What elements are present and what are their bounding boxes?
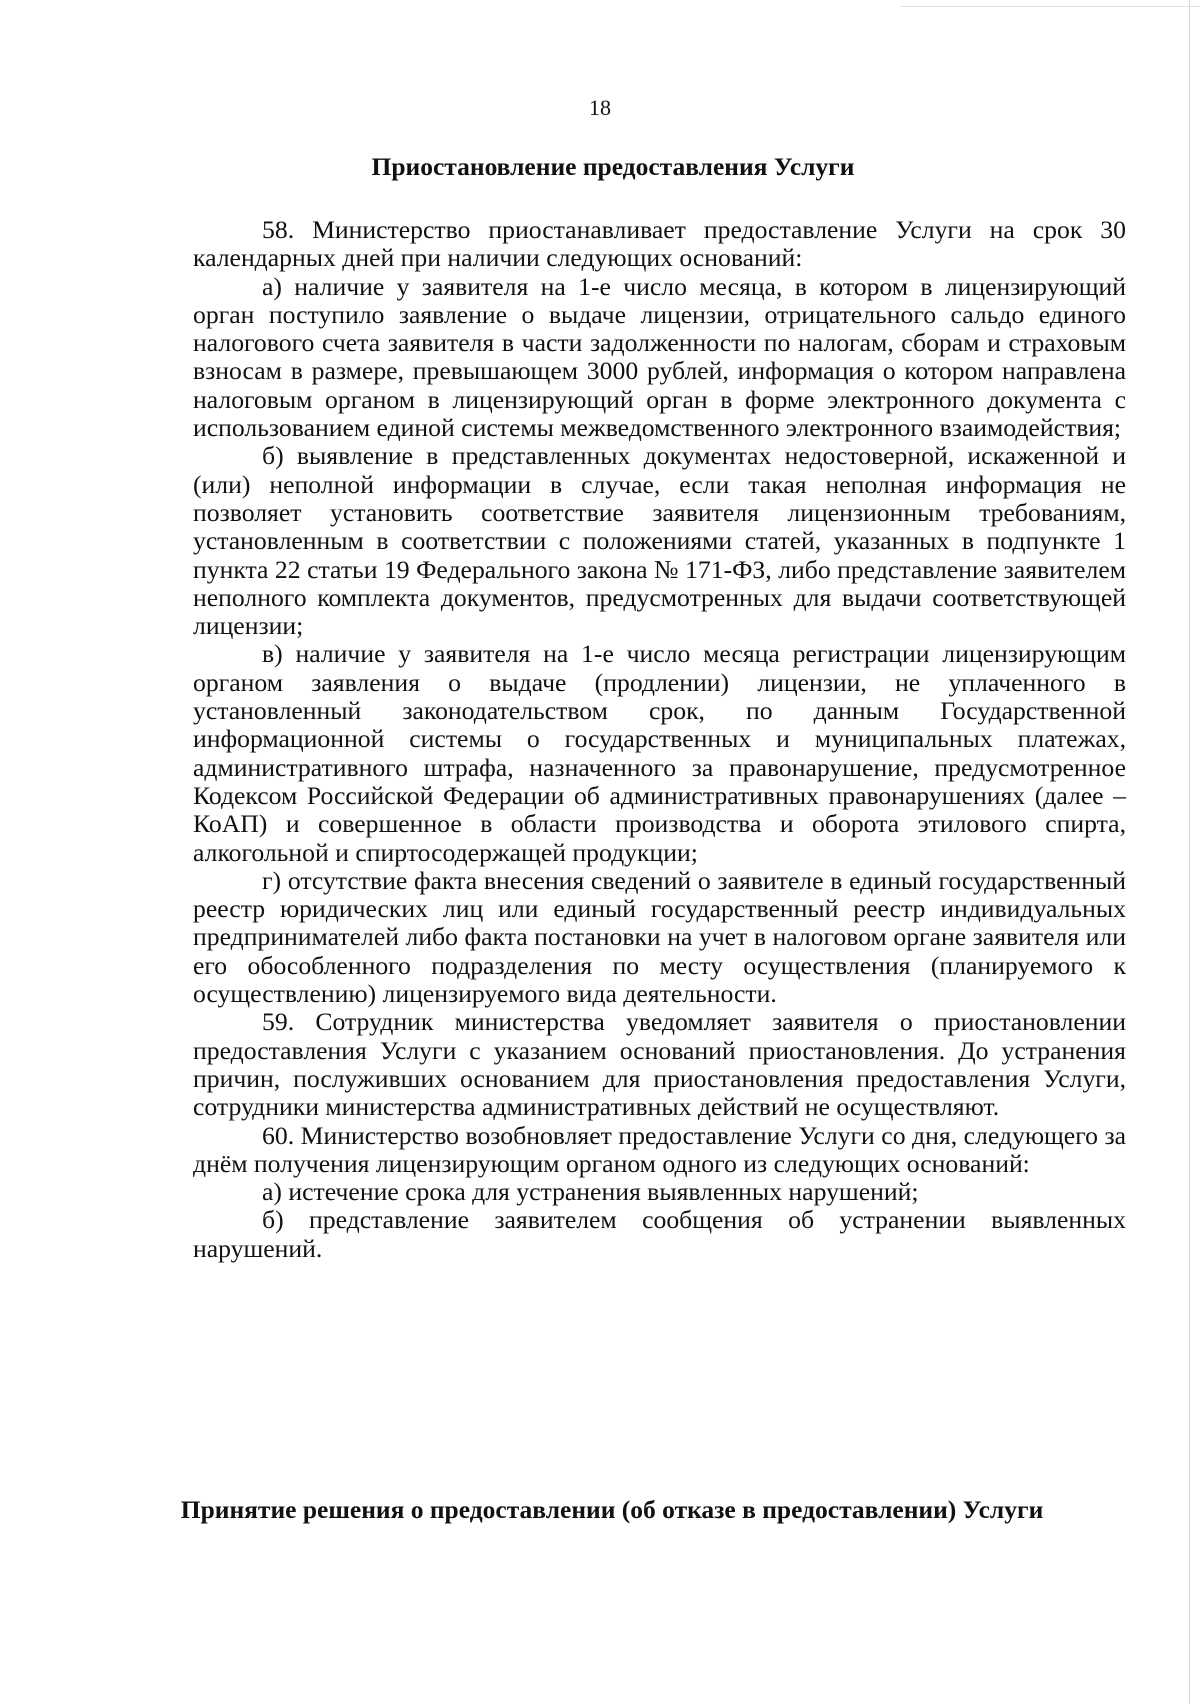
- paragraph-58-b: б) выявление в представленных документах недостоверной, искаженной и (или) неполной информации в случае, если такая неполная информация не позволяет установить соответствие заявителя лицензионным требованиям, установленным в соответствии с положениями статей, указанных в подпункте 1 пункта 22 статьи 19 Федерального закона № 171-ФЗ, либо представление заявителем неполного комплекта документов, предусмотренных для выдачи соответствующей лицензии;: [193, 441, 1126, 641]
- section-heading-decision: Принятие решения о предоставлении (об отказе в предоставлении) Услуги: [180, 1495, 1044, 1524]
- paragraph-60-a: а) истечение срока для устранения выявленных нарушений;: [262, 1177, 919, 1207]
- paragraph-60: 60. Министерство возобновляет предоставление Услуги со дня, следующего за днём получения лицензирующим органом одного из следующих оснований:: [193, 1120, 1126, 1178]
- document-body: [193, 216, 1126, 1263]
- paragraph-58-v: в) наличие у заявителя на 1-е число месяца регистрации лицензирующим органом заявления о выдаче (продлении) лицензии, не уплаченного в установленный законодательством срок, по данным Государственной информационной системы о государственных и муниципальных платежах, административного штрафа, назначенного за правонарушение, предусмотренное Кодексом Российской Федерации об административных правонарушениях (далее – КоАП) и совершенное в области производства и оборота этилового спирта, алкогольной и спиртосодержащей продукции;: [193, 639, 1126, 867]
- paragraph-58: 58. Министерство приостанавливает предоставление Услуги на срок 30 календарных дней при наличии следующих оснований:: [193, 215, 1126, 273]
- section-heading-suspension: Приостановление предоставления Услуги: [371, 152, 855, 181]
- paragraph-60-b: б) представление заявителем сообщения об устранении выявленных нарушений.: [193, 1205, 1126, 1263]
- paragraph-58-a: а) наличие у заявителя на 1-е число месяца, в котором в лицензирующий орган поступило заявление о выдаче лицензии, отрицательного сальдо единого налогового счета заявителя в части задолженности по налогам, сборам и страховым взносам в размере, превышающем 3000 рублей, информация о котором направлена налоговым органом в лицензирующий орган в форме электронного документа с использованием единой системы межведомственного электронного взаимодействия;: [193, 271, 1126, 443]
- page-number: 18: [589, 95, 611, 120]
- paragraph-58-g: г) отсутствие факта внесения сведений о заявителе в единый государственный реестр юридических лиц или единый государственный реестр индивидуальных предпринимателей либо факта постановки на учет в налоговом органе заявителя или его обособленного подразделения по месту осуществления (планируемого к осуществлению) лицензируемого вида деятельности.: [193, 865, 1126, 1009]
- scan-edge-right: [1189, 0, 1190, 1704]
- scan-edge-top: [900, 6, 1200, 7]
- paragraph-59: 59. Сотрудник министерства уведомляет заявителя о приостановлении предоставления Услуги с указанием оснований приостановления. До устранения причин, послуживших основанием для приостановления предоставления Услуги, сотрудники министерства административных действий не осуществляют.: [193, 1007, 1126, 1122]
